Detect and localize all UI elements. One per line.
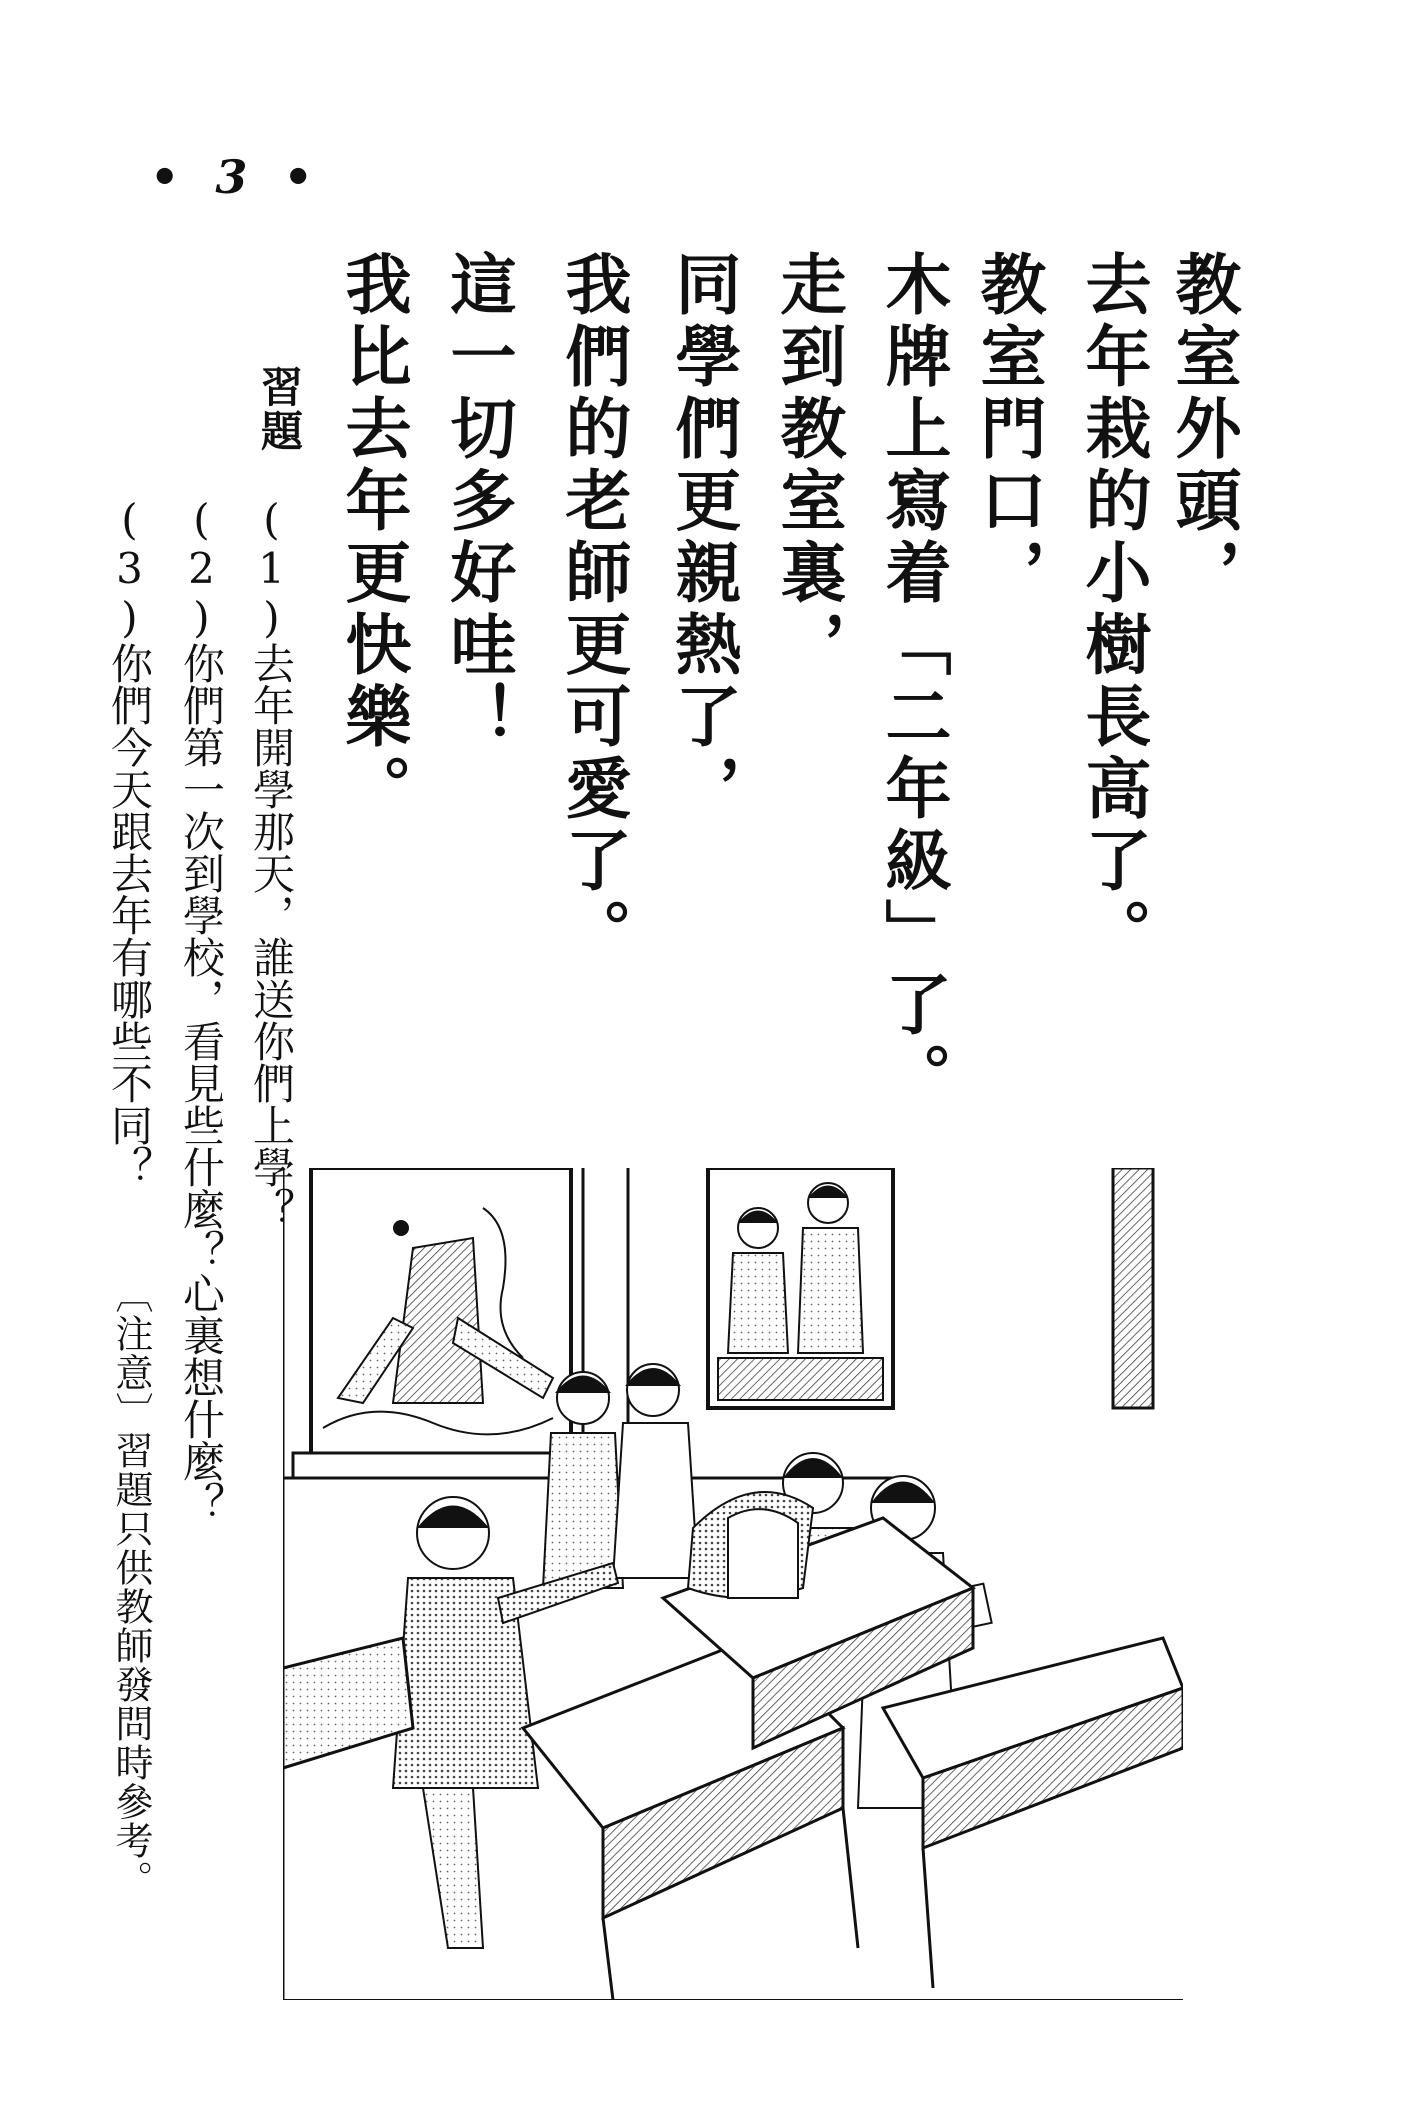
poem-line-9: 我比去年更快樂。 (334, 250, 412, 826)
school-bag (688, 1492, 813, 1598)
wall-picture (708, 1168, 893, 1408)
exercises-title: 習題 (255, 365, 304, 453)
teacher-note: 〔注意〕習題只供教師發問時參考。 (109, 1275, 153, 1899)
poem-line-8: 這一切多好哇！ (439, 250, 517, 754)
poem-line-4: 木牌上寫着「二年級」了。 (874, 250, 952, 1114)
poem-line-7: 我們的老師更可愛了。 (554, 250, 632, 970)
exercise-item-2: (2)你們第一次到學校，看見些什麼？心裏想什麼？ (177, 495, 226, 1524)
wall-pillar (1113, 1168, 1153, 1408)
page-number: • 3 • (150, 150, 323, 204)
poem-line-5: 走到教室裏， (769, 250, 847, 682)
exercise-item-3: (3)你們今天跟去年有哪些不同？ (105, 495, 154, 1188)
window-landscape (293, 1168, 593, 1478)
exercise-item-1: (1)去年開學那天，誰送你們上學？ (247, 495, 296, 1230)
poem-line-2: 去年栽的小樹長高了。 (1074, 250, 1152, 970)
classroom-illustration (283, 1168, 1183, 2000)
poem-line-1: 教室外頭， (1164, 250, 1242, 610)
poem-line-3: 教室門口， (969, 250, 1047, 610)
standing-children (543, 1364, 698, 1588)
poem-line-6: 同學們更親熱了， (664, 250, 742, 826)
